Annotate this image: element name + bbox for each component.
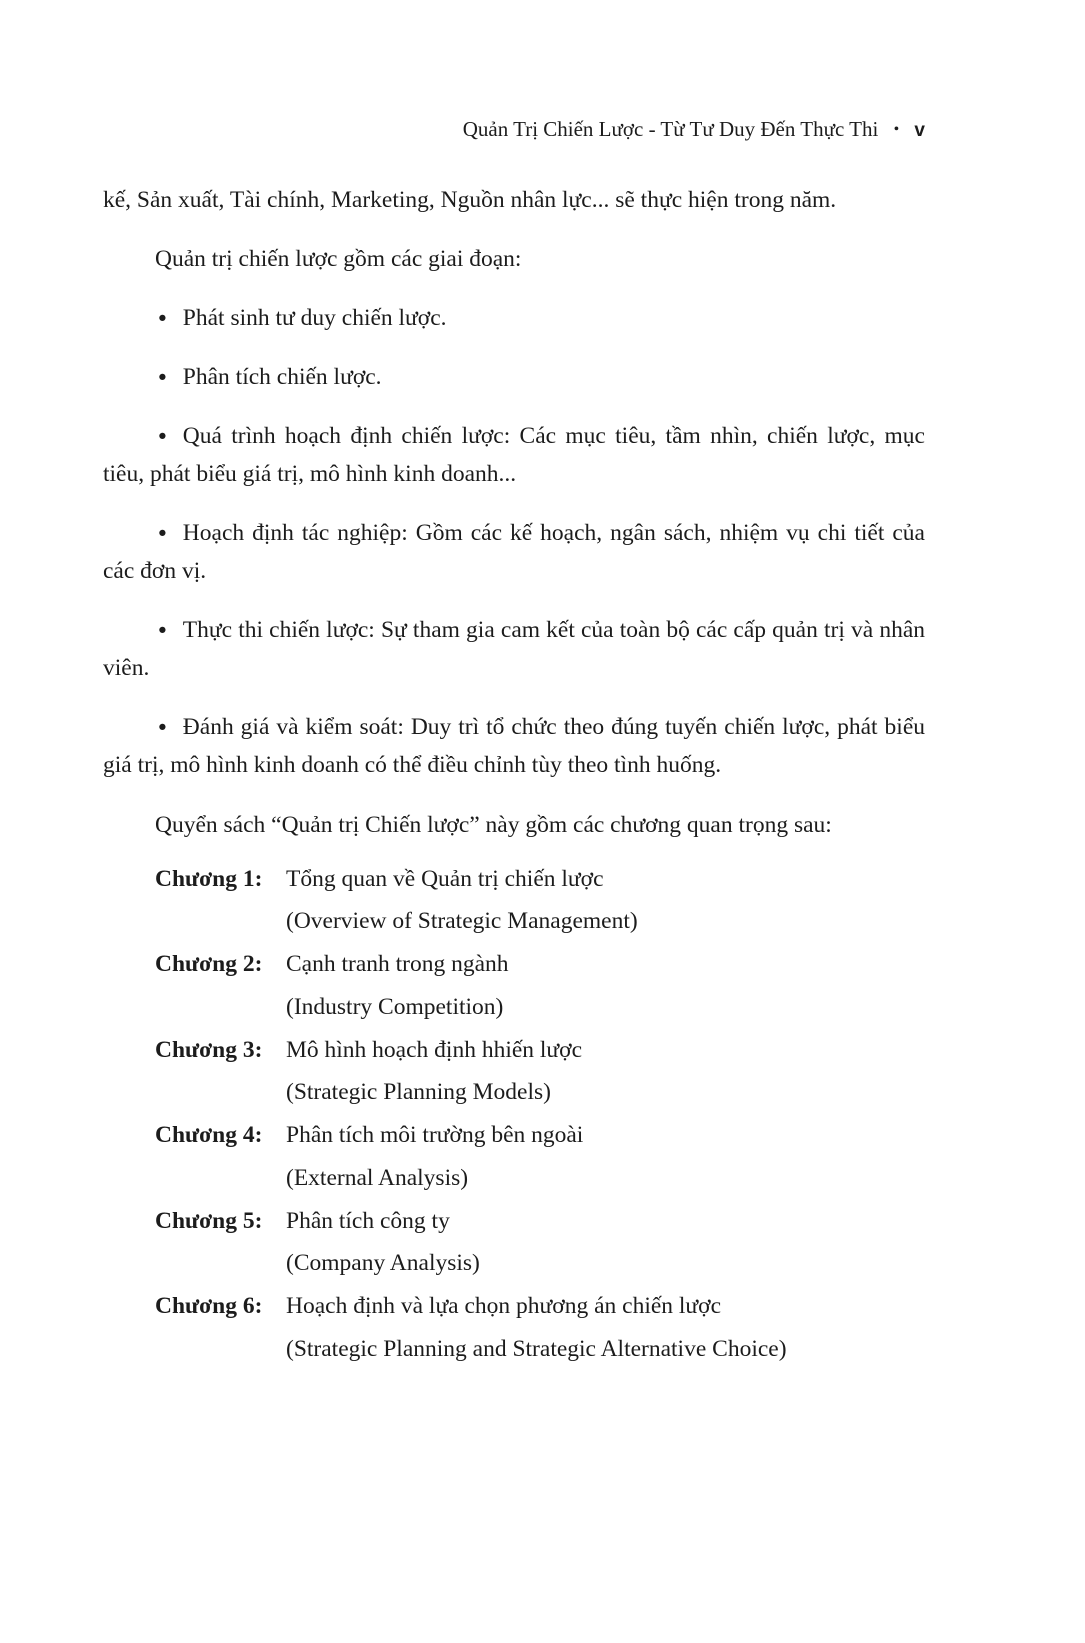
- chapter-subtitle: (Strategic Planning and Strategic Alternative Choice): [286, 1336, 787, 1362]
- bullet-icon: ●: [158, 525, 167, 542]
- chapter-label: Chương 4:: [155, 1122, 263, 1149]
- chapter-label: Chương 3:: [155, 1036, 263, 1063]
- bullet-icon: ●: [158, 622, 167, 639]
- bullet-text: Thực thi chiến lược: Sự tham gia cam kết của toàn bộ các cấp quản trị và nhân viên.: [103, 617, 925, 682]
- bullet-item: [103, 708, 925, 784]
- page-number: v: [914, 120, 925, 141]
- chapter-entry: [155, 1029, 925, 1115]
- chapter-entry: [155, 1114, 925, 1200]
- chapter-label: Chương 6:: [155, 1293, 263, 1320]
- bullet-item: [103, 514, 925, 590]
- chapter-subtitle: (External Analysis): [286, 1164, 469, 1191]
- bullet-text: Phát sinh tư duy chiến lược.: [182, 304, 447, 331]
- chapter-subtitle: (Industry Competition): [286, 993, 504, 1020]
- running-title: Quản Trị Chiến Lược - Từ Tư Duy Đến Thực Thi: [462, 117, 879, 141]
- bullet-icon: ●: [158, 719, 167, 736]
- chapter-title: Hoạch định và lựa chọn phương án chiến lược: [286, 1293, 722, 1320]
- paragraph-book-intro: Quyển sách “Quản trị Chiến lược” này gồm các chương quan trọng sau:: [155, 811, 832, 838]
- chapter-subtitle: (Company Analysis): [286, 1250, 480, 1277]
- paragraph-continuation: kế, Sản xuất, Tài chính, Marketing, Nguồn nhân lực... sẽ thực hiện trong năm.: [103, 186, 837, 213]
- chapter-title: Phân tích công ty: [286, 1207, 450, 1234]
- header-separator: •: [893, 121, 900, 138]
- paragraph-intro-phases: Quản trị chiến lược gồm các giai đoạn:: [155, 245, 522, 272]
- chapter-entry: [155, 858, 925, 944]
- chapter-subtitle: (Overview of Strategic Management): [286, 908, 638, 935]
- chapter-title: Mô hình hoạch định hhiến lược: [286, 1036, 583, 1063]
- bullet-icon: ●: [158, 309, 167, 326]
- chapter-label: Chương 2:: [155, 951, 263, 978]
- chapter-entry: [155, 943, 925, 1029]
- chapter-title: Cạnh tranh trong ngành: [286, 951, 509, 978]
- bullet-text: Đánh giá và kiểm soát: Duy trì tổ chức theo đúng tuyến chiến lược, phát biểu giá trị, mô hình kinh doanh có thể điều chỉnh tùy theo tình huống.: [103, 714, 925, 779]
- chapter-title: Phân tích môi trường bên ngoài: [286, 1122, 584, 1149]
- bullet-text: Hoạch định tác nghiệp: Gồm các kế hoạch, ngân sách, nhiệm vụ chi tiết của các đơn vị.: [103, 520, 925, 585]
- chapter-entry: [155, 1200, 925, 1286]
- chapter-label: Chương 1:: [155, 865, 263, 892]
- chapter-list: [155, 858, 925, 1371]
- bullet-item: [103, 358, 925, 396]
- bullet-text: Phân tích chiến lược.: [182, 363, 382, 390]
- bullet-text: Quá trình hoạch định chiến lược: Các mục tiêu, tầm nhìn, chiến lược, mục tiêu, phát biểu giá trị, mô hình kinh doanh...: [103, 423, 925, 488]
- chapter-entry: [155, 1285, 925, 1371]
- bullet-item: [103, 299, 925, 337]
- bullet-item: [103, 611, 925, 687]
- bullet-icon: ●: [158, 368, 167, 385]
- bullet-item: [103, 417, 925, 493]
- chapter-title: Tổng quan về Quản trị chiến lược: [286, 865, 604, 892]
- chapter-label: Chương 5:: [155, 1207, 263, 1234]
- page-header: [103, 112, 925, 147]
- bullet-icon: ●: [158, 428, 167, 445]
- chapter-subtitle: (Strategic Planning Models): [286, 1079, 551, 1106]
